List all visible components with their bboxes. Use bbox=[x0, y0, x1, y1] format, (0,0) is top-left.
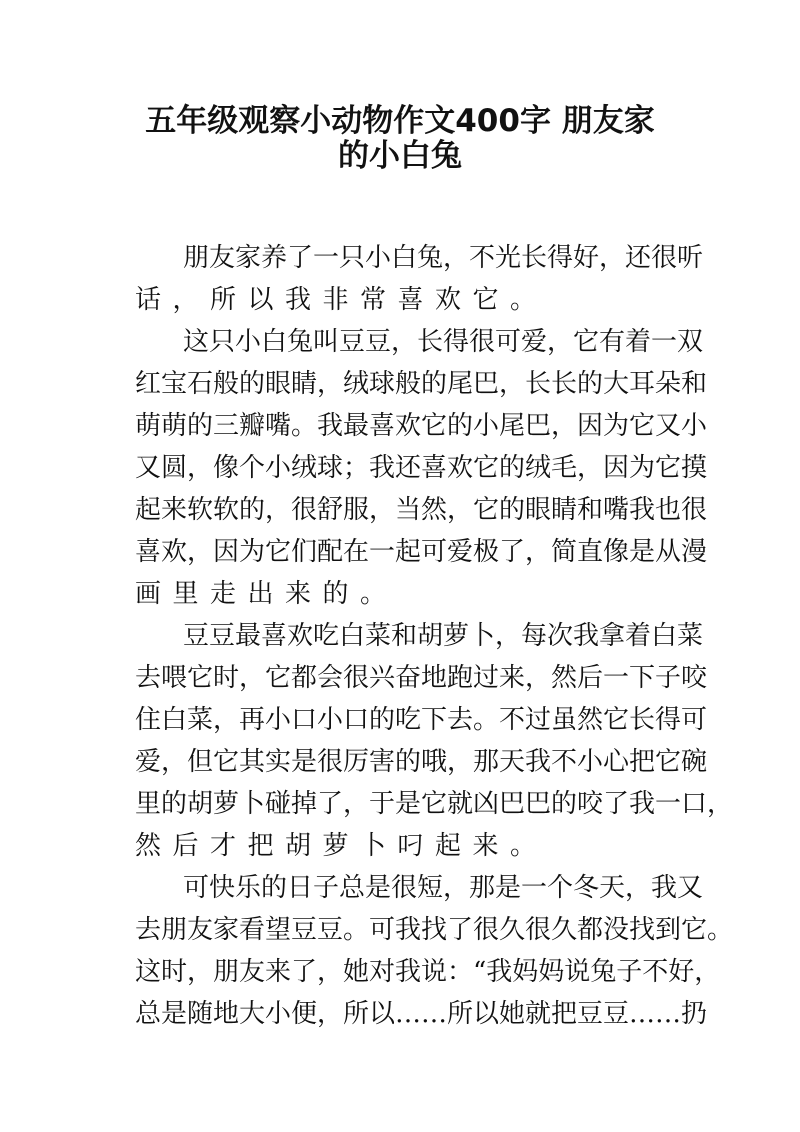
text-line: 又圆，像个小绒球；我还喜欢它的绒毛，因为它摸 bbox=[135, 453, 708, 483]
text-line: 爱，但它其实是很厉害的哦，那天我不小心把它碗 bbox=[135, 747, 708, 777]
essay-body bbox=[135, 237, 734, 1035]
text-line: 里的胡萝卜碰掉了，于是它就凶巴巴的咬了我一口， bbox=[135, 789, 734, 819]
text-line: 然后才把胡萝卜叼起来。 bbox=[135, 831, 548, 861]
title-line-1: 五年级观察小动物作文400字 朋友家 bbox=[145, 103, 655, 139]
document-title bbox=[0, 104, 800, 174]
text-line: 去喂它时，它都会很兴奋地跑过来，然后一下子咬 bbox=[135, 663, 708, 693]
text-line: 喜欢，因为它们配在一起可爱极了，简直像是从漫 bbox=[135, 537, 708, 567]
title-line-2: 的小白兔 bbox=[338, 138, 462, 174]
text-line: 住白菜，再小口小口的吃下去。不过虽然它长得可 bbox=[135, 705, 708, 735]
text-line: 去朋友家看望豆豆。可我找了很久很久都没找到它。 bbox=[135, 915, 734, 945]
paragraph-4 bbox=[135, 867, 734, 1035]
text-line: 总是随地大小便，所以……所以她就把豆豆……扔 bbox=[135, 999, 708, 1029]
text-line: 豆豆最喜欢吃白菜和胡萝卜，每次我拿着白菜 bbox=[183, 621, 704, 651]
text-line: 这只小白兔叫豆豆，长得很可爱，它有着一双 bbox=[183, 327, 704, 357]
paragraph-3 bbox=[135, 615, 734, 867]
paragraph-2 bbox=[135, 321, 708, 615]
text-line: 红宝石般的眼睛，绒球般的尾巴，长长的大耳朵和 bbox=[135, 369, 708, 399]
text-line: 可快乐的日子总是很短，那是一个冬天，我又 bbox=[183, 873, 704, 903]
text-line: 朋友家养了一只小白兔，不光长得好，还很听 bbox=[183, 243, 704, 273]
text-line: 起来软软的，很舒服，当然，它的眼睛和嘴我也很 bbox=[135, 495, 708, 525]
text-line: 萌萌的三瓣嘴。我最喜欢它的小尾巴，因为它又小 bbox=[135, 411, 708, 441]
text-line: 画里走出来的。 bbox=[135, 579, 398, 609]
text-line: 这时，朋友来了，她对我说：“我妈妈说兔子不好， bbox=[135, 957, 721, 987]
paragraph-1 bbox=[135, 237, 704, 321]
text-line: 话，所以我非常喜欢它。 bbox=[135, 285, 548, 315]
